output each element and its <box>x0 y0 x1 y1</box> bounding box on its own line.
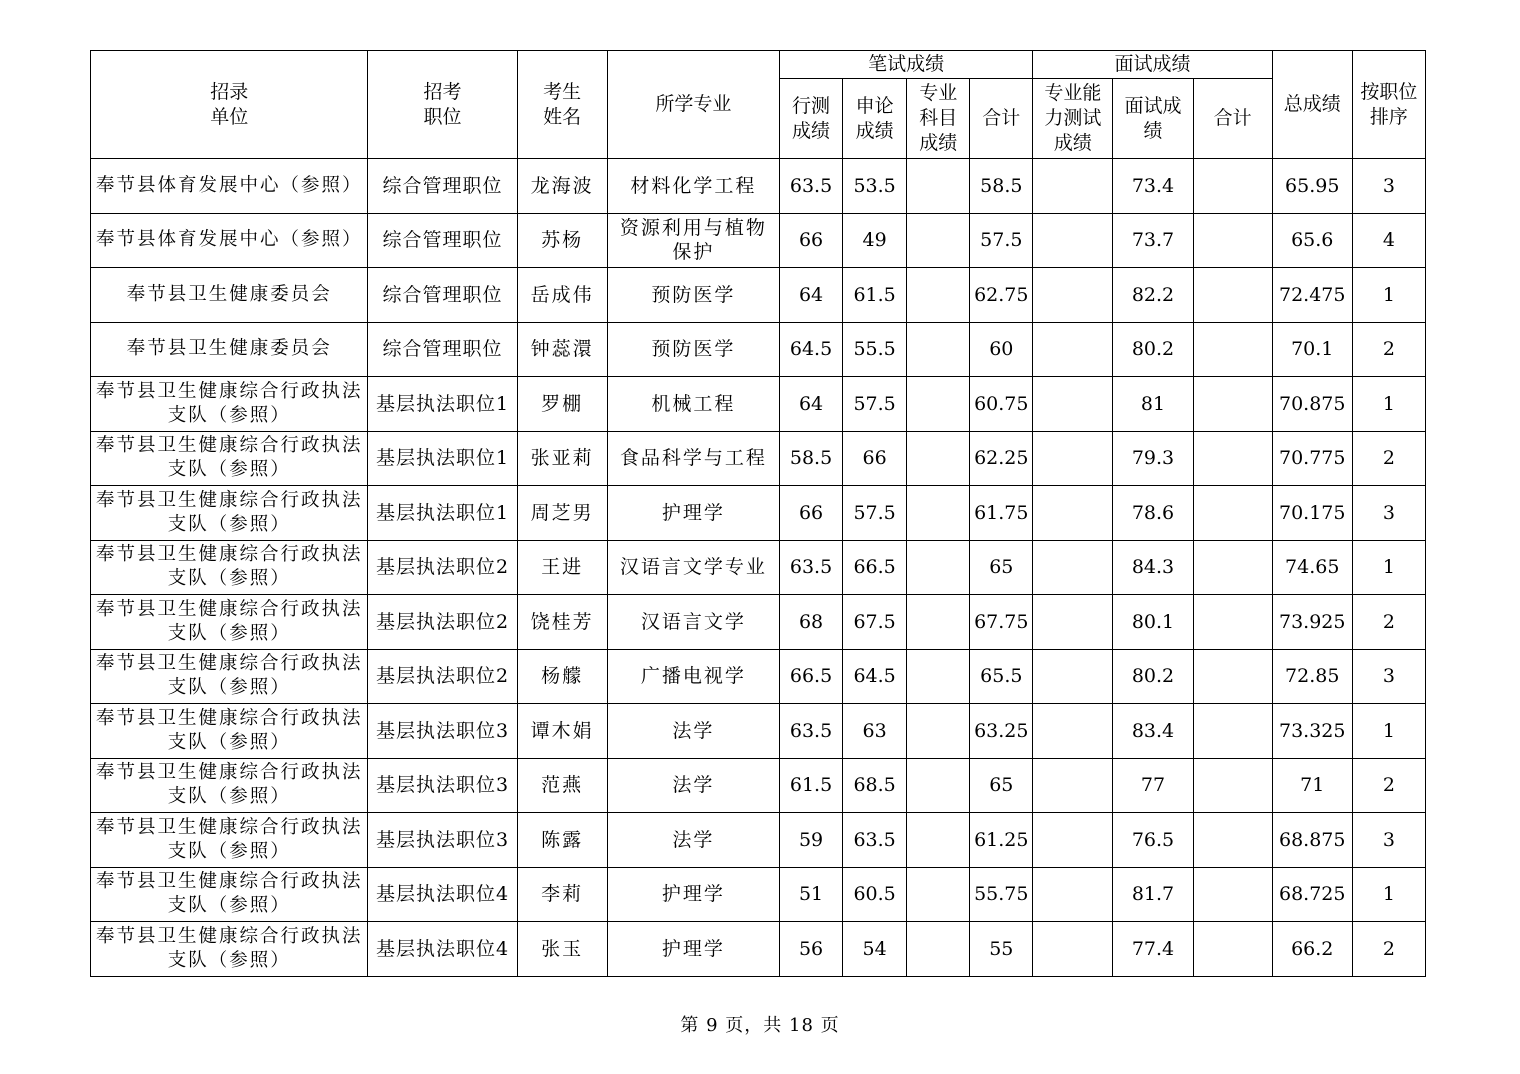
cell-rank: 3 <box>1352 159 1425 214</box>
header-interview-score-label: 面试成 绩 <box>1124 94 1182 142</box>
cell-interview-ability <box>1033 922 1113 977</box>
cell-written-xingce: 56 <box>780 922 843 977</box>
cell-written-xingce: 63.5 <box>780 704 843 759</box>
cell-written-total: 65 <box>970 758 1033 813</box>
header-major-label: 所学专业 <box>655 93 732 115</box>
cell-total: 68.725 <box>1272 867 1352 922</box>
cell-name: 岳成伟 <box>517 268 607 323</box>
cell-written-total: 55.75 <box>970 867 1033 922</box>
cell-name: 苏杨 <box>517 213 607 268</box>
cell-written-total: 58.5 <box>970 159 1033 214</box>
cell-name: 范燕 <box>517 758 607 813</box>
cell-written-subject <box>907 159 970 214</box>
cell-written-total: 65.5 <box>970 649 1033 704</box>
cell-written-subject <box>907 377 970 432</box>
cell-interview-score: 81 <box>1113 377 1193 432</box>
cell-unit: 奉节县卫生健康综合行政执法支队（参照） <box>91 922 368 977</box>
cell-name: 张亚莉 <box>517 431 607 486</box>
cell-written-subject <box>907 431 970 486</box>
cell-interview-score: 73.4 <box>1113 159 1193 214</box>
cell-name: 周芝男 <box>517 486 607 541</box>
cell-written-total: 62.75 <box>970 268 1033 323</box>
cell-written-shenlun: 64.5 <box>843 649 907 704</box>
table-row <box>91 758 1426 813</box>
header-name-label: 考生 姓名 <box>543 80 582 128</box>
cell-name: 王进 <box>517 540 607 595</box>
cell-interview-score: 82.2 <box>1113 268 1193 323</box>
cell-written-shenlun: 53.5 <box>843 159 907 214</box>
cell-written-xingce: 66.5 <box>780 649 843 704</box>
cell-written-shenlun: 66 <box>843 431 907 486</box>
cell-interview-score: 78.6 <box>1113 486 1193 541</box>
cell-position: 基层执法职位2 <box>368 540 517 595</box>
cell-interview-ability <box>1033 813 1113 868</box>
cell-total: 74.65 <box>1272 540 1352 595</box>
cell-written-xingce: 64 <box>780 268 843 323</box>
cell-position: 基层执法职位1 <box>368 431 517 486</box>
cell-interview-ability <box>1033 595 1113 650</box>
table-row <box>91 649 1426 704</box>
cell-interview-ability <box>1033 540 1113 595</box>
cell-written-xingce: 66 <box>780 213 843 268</box>
cell-position: 基层执法职位4 <box>368 867 517 922</box>
cell-interview-total <box>1193 322 1272 377</box>
cell-rank: 2 <box>1352 431 1425 486</box>
cell-interview-score: 81.7 <box>1113 867 1193 922</box>
cell-major: 法学 <box>607 704 779 759</box>
cell-rank: 1 <box>1352 704 1425 759</box>
cell-interview-ability <box>1033 159 1113 214</box>
header-written-xingce-label: 行测 成绩 <box>792 94 831 142</box>
cell-total: 71 <box>1272 758 1352 813</box>
cell-rank: 3 <box>1352 486 1425 541</box>
cell-written-xingce: 51 <box>780 867 843 922</box>
cell-major: 广播电视学 <box>607 649 779 704</box>
table-body <box>91 159 1426 977</box>
cell-unit: 奉节县体育发展中心（参照） <box>91 159 368 214</box>
cell-interview-ability <box>1033 486 1113 541</box>
cell-total: 65.95 <box>1272 159 1352 214</box>
cell-interview-total <box>1193 649 1272 704</box>
cell-total: 68.875 <box>1272 813 1352 868</box>
page-number: 第 9 页，共 18 页 <box>680 1015 840 1036</box>
cell-written-shenlun: 54 <box>843 922 907 977</box>
cell-rank: 1 <box>1352 867 1425 922</box>
cell-position: 综合管理职位 <box>368 213 517 268</box>
cell-written-shenlun: 63 <box>843 704 907 759</box>
cell-written-subject <box>907 595 970 650</box>
cell-rank: 3 <box>1352 649 1425 704</box>
cell-interview-ability <box>1033 704 1113 759</box>
cell-unit: 奉节县卫生健康综合行政执法支队（参照） <box>91 704 368 759</box>
cell-position: 基层执法职位3 <box>368 813 517 868</box>
cell-rank: 1 <box>1352 540 1425 595</box>
cell-written-xingce: 61.5 <box>780 758 843 813</box>
cell-position: 基层执法职位1 <box>368 377 517 432</box>
cell-written-total: 57.5 <box>970 213 1033 268</box>
cell-written-xingce: 63.5 <box>780 159 843 214</box>
table-row <box>91 540 1426 595</box>
cell-interview-total <box>1193 922 1272 977</box>
page-footer <box>0 1011 1520 1037</box>
cell-unit: 奉节县卫生健康综合行政执法支队（参照） <box>91 431 368 486</box>
cell-major: 护理学 <box>607 867 779 922</box>
cell-unit: 奉节县体育发展中心（参照） <box>91 213 368 268</box>
table-row <box>91 159 1426 214</box>
cell-rank: 4 <box>1352 213 1425 268</box>
cell-position: 综合管理职位 <box>368 268 517 323</box>
cell-rank: 2 <box>1352 595 1425 650</box>
cell-interview-score: 80.2 <box>1113 649 1193 704</box>
cell-total: 70.1 <box>1272 322 1352 377</box>
table-row <box>91 595 1426 650</box>
cell-position: 基层执法职位3 <box>368 704 517 759</box>
cell-written-shenlun: 68.5 <box>843 758 907 813</box>
cell-interview-ability <box>1033 758 1113 813</box>
table-row <box>91 867 1426 922</box>
header-unit-label: 招录 单位 <box>210 80 249 128</box>
cell-rank: 2 <box>1352 322 1425 377</box>
cell-interview-total <box>1193 540 1272 595</box>
cell-written-shenlun: 55.5 <box>843 322 907 377</box>
cell-name: 李莉 <box>517 867 607 922</box>
cell-written-subject <box>907 922 970 977</box>
cell-major: 护理学 <box>607 486 779 541</box>
cell-interview-total <box>1193 813 1272 868</box>
cell-unit: 奉节县卫生健康综合行政执法支队（参照） <box>91 867 368 922</box>
cell-interview-total <box>1193 213 1272 268</box>
cell-written-subject <box>907 322 970 377</box>
cell-unit: 奉节县卫生健康综合行政执法支队（参照） <box>91 540 368 595</box>
header-written-total-label: 合计 <box>982 107 1021 129</box>
cell-written-shenlun: 67.5 <box>843 595 907 650</box>
header-written-subject-label: 专业 科目 成绩 <box>919 82 958 154</box>
header-position-label: 招考 职位 <box>423 80 462 128</box>
header-written-shenlun-label: 申论 成绩 <box>855 94 894 142</box>
cell-major: 汉语言文学专业 <box>607 540 779 595</box>
header-written-group <box>780 51 1033 79</box>
cell-major: 预防医学 <box>607 268 779 323</box>
cell-interview-score: 79.3 <box>1113 431 1193 486</box>
cell-written-xingce: 58.5 <box>780 431 843 486</box>
cell-written-total: 67.75 <box>970 595 1033 650</box>
cell-position: 基层执法职位3 <box>368 758 517 813</box>
header-interview-score <box>1113 79 1193 159</box>
table-row <box>91 213 1426 268</box>
cell-written-shenlun: 61.5 <box>843 268 907 323</box>
cell-total: 70.175 <box>1272 486 1352 541</box>
header-rank-label: 按职位 排序 <box>1360 80 1418 128</box>
cell-written-shenlun: 57.5 <box>843 486 907 541</box>
cell-rank: 2 <box>1352 922 1425 977</box>
cell-written-subject <box>907 213 970 268</box>
header-interview-ability-label: 专业能 力测试 成绩 <box>1044 82 1102 154</box>
cell-rank: 1 <box>1352 377 1425 432</box>
cell-written-total: 63.25 <box>970 704 1033 759</box>
cell-written-subject <box>907 649 970 704</box>
cell-interview-ability <box>1033 268 1113 323</box>
cell-interview-score: 80.1 <box>1113 595 1193 650</box>
cell-rank: 3 <box>1352 813 1425 868</box>
cell-position: 综合管理职位 <box>368 159 517 214</box>
cell-unit: 奉节县卫生健康综合行政执法支队（参照） <box>91 813 368 868</box>
cell-name: 陈露 <box>517 813 607 868</box>
cell-written-xingce: 59 <box>780 813 843 868</box>
cell-unit: 奉节县卫生健康综合行政执法支队（参照） <box>91 377 368 432</box>
cell-written-subject <box>907 486 970 541</box>
cell-written-total: 62.25 <box>970 431 1033 486</box>
table-header <box>91 51 1426 159</box>
header-total <box>1272 51 1352 159</box>
cell-major: 食品科学与工程 <box>607 431 779 486</box>
cell-total: 72.85 <box>1272 649 1352 704</box>
cell-written-total: 61.25 <box>970 813 1033 868</box>
cell-total: 70.775 <box>1272 431 1352 486</box>
cell-written-subject <box>907 704 970 759</box>
cell-major: 法学 <box>607 813 779 868</box>
cell-interview-total <box>1193 431 1272 486</box>
cell-major: 机械工程 <box>607 377 779 432</box>
header-written-xingce <box>780 79 843 159</box>
cell-major: 资源利用与植物保护 <box>607 213 779 268</box>
cell-total: 65.6 <box>1272 213 1352 268</box>
cell-interview-score: 83.4 <box>1113 704 1193 759</box>
cell-position: 基层执法职位4 <box>368 922 517 977</box>
cell-major: 材料化学工程 <box>607 159 779 214</box>
cell-interview-ability <box>1033 213 1113 268</box>
cell-written-total: 65 <box>970 540 1033 595</box>
cell-major: 法学 <box>607 758 779 813</box>
cell-written-shenlun: 66.5 <box>843 540 907 595</box>
header-interview-group <box>1033 51 1272 79</box>
cell-interview-ability <box>1033 377 1113 432</box>
cell-total: 72.475 <box>1272 268 1352 323</box>
header-unit <box>91 51 368 159</box>
header-interview-total <box>1193 79 1272 159</box>
cell-name: 饶桂芳 <box>517 595 607 650</box>
cell-interview-total <box>1193 704 1272 759</box>
cell-total: 66.2 <box>1272 922 1352 977</box>
cell-interview-score: 84.3 <box>1113 540 1193 595</box>
header-interview-ability <box>1033 79 1113 159</box>
cell-interview-score: 80.2 <box>1113 322 1193 377</box>
cell-written-subject <box>907 813 970 868</box>
table-row <box>91 322 1426 377</box>
cell-unit: 奉节县卫生健康委员会 <box>91 268 368 323</box>
cell-interview-ability <box>1033 649 1113 704</box>
header-position <box>368 51 517 159</box>
cell-written-shenlun: 49 <box>843 213 907 268</box>
score-table <box>90 50 1426 977</box>
cell-position: 基层执法职位1 <box>368 486 517 541</box>
cell-name: 张玉 <box>517 922 607 977</box>
cell-interview-total <box>1193 486 1272 541</box>
cell-interview-total <box>1193 867 1272 922</box>
cell-written-xingce: 64.5 <box>780 322 843 377</box>
cell-total: 73.925 <box>1272 595 1352 650</box>
cell-written-shenlun: 63.5 <box>843 813 907 868</box>
cell-written-subject <box>907 540 970 595</box>
cell-interview-total <box>1193 758 1272 813</box>
cell-name: 谭木娟 <box>517 704 607 759</box>
table-row <box>91 268 1426 323</box>
cell-interview-ability <box>1033 322 1113 377</box>
cell-major: 预防医学 <box>607 322 779 377</box>
cell-interview-total <box>1193 595 1272 650</box>
cell-name: 杨艨 <box>517 649 607 704</box>
cell-written-xingce: 66 <box>780 486 843 541</box>
cell-interview-ability <box>1033 867 1113 922</box>
cell-position: 基层执法职位2 <box>368 649 517 704</box>
header-major <box>607 51 779 159</box>
cell-written-xingce: 63.5 <box>780 540 843 595</box>
table-row <box>91 377 1426 432</box>
cell-unit: 奉节县卫生健康综合行政执法支队（参照） <box>91 758 368 813</box>
cell-written-shenlun: 57.5 <box>843 377 907 432</box>
cell-total: 70.875 <box>1272 377 1352 432</box>
cell-written-total: 61.75 <box>970 486 1033 541</box>
cell-name: 龙海波 <box>517 159 607 214</box>
table-row <box>91 922 1426 977</box>
cell-written-subject <box>907 268 970 323</box>
cell-interview-score: 77 <box>1113 758 1193 813</box>
header-interview-group-label: 面试成绩 <box>1114 53 1191 75</box>
table-row <box>91 704 1426 759</box>
cell-unit: 奉节县卫生健康委员会 <box>91 322 368 377</box>
cell-major: 护理学 <box>607 922 779 977</box>
table-row <box>91 813 1426 868</box>
header-rank <box>1352 51 1425 159</box>
cell-unit: 奉节县卫生健康综合行政执法支队（参照） <box>91 649 368 704</box>
table-row <box>91 486 1426 541</box>
header-written-subject <box>907 79 970 159</box>
cell-written-total: 55 <box>970 922 1033 977</box>
cell-interview-total <box>1193 377 1272 432</box>
header-interview-total-label: 合计 <box>1213 107 1252 129</box>
cell-written-subject <box>907 758 970 813</box>
cell-rank: 1 <box>1352 268 1425 323</box>
cell-position: 基层执法职位2 <box>368 595 517 650</box>
header-total-label: 总成绩 <box>1283 93 1341 115</box>
header-name <box>517 51 607 159</box>
cell-written-xingce: 64 <box>780 377 843 432</box>
header-written-total <box>970 79 1033 159</box>
cell-written-subject <box>907 867 970 922</box>
header-written-group-label: 笔试成绩 <box>868 53 945 75</box>
cell-name: 钟蕊澴 <box>517 322 607 377</box>
cell-name: 罗棚 <box>517 377 607 432</box>
cell-interview-total <box>1193 159 1272 214</box>
cell-written-shenlun: 60.5 <box>843 867 907 922</box>
cell-written-xingce: 68 <box>780 595 843 650</box>
cell-unit: 奉节县卫生健康综合行政执法支队（参照） <box>91 486 368 541</box>
cell-rank: 2 <box>1352 758 1425 813</box>
header-written-shenlun <box>843 79 907 159</box>
cell-unit: 奉节县卫生健康综合行政执法支队（参照） <box>91 595 368 650</box>
cell-interview-score: 77.4 <box>1113 922 1193 977</box>
cell-written-total: 60 <box>970 322 1033 377</box>
table-row <box>91 431 1426 486</box>
cell-major: 汉语言文学 <box>607 595 779 650</box>
cell-total: 73.325 <box>1272 704 1352 759</box>
cell-written-total: 60.75 <box>970 377 1033 432</box>
cell-interview-score: 76.5 <box>1113 813 1193 868</box>
cell-interview-score: 73.7 <box>1113 213 1193 268</box>
cell-interview-ability <box>1033 431 1113 486</box>
cell-position: 综合管理职位 <box>368 322 517 377</box>
cell-interview-total <box>1193 268 1272 323</box>
